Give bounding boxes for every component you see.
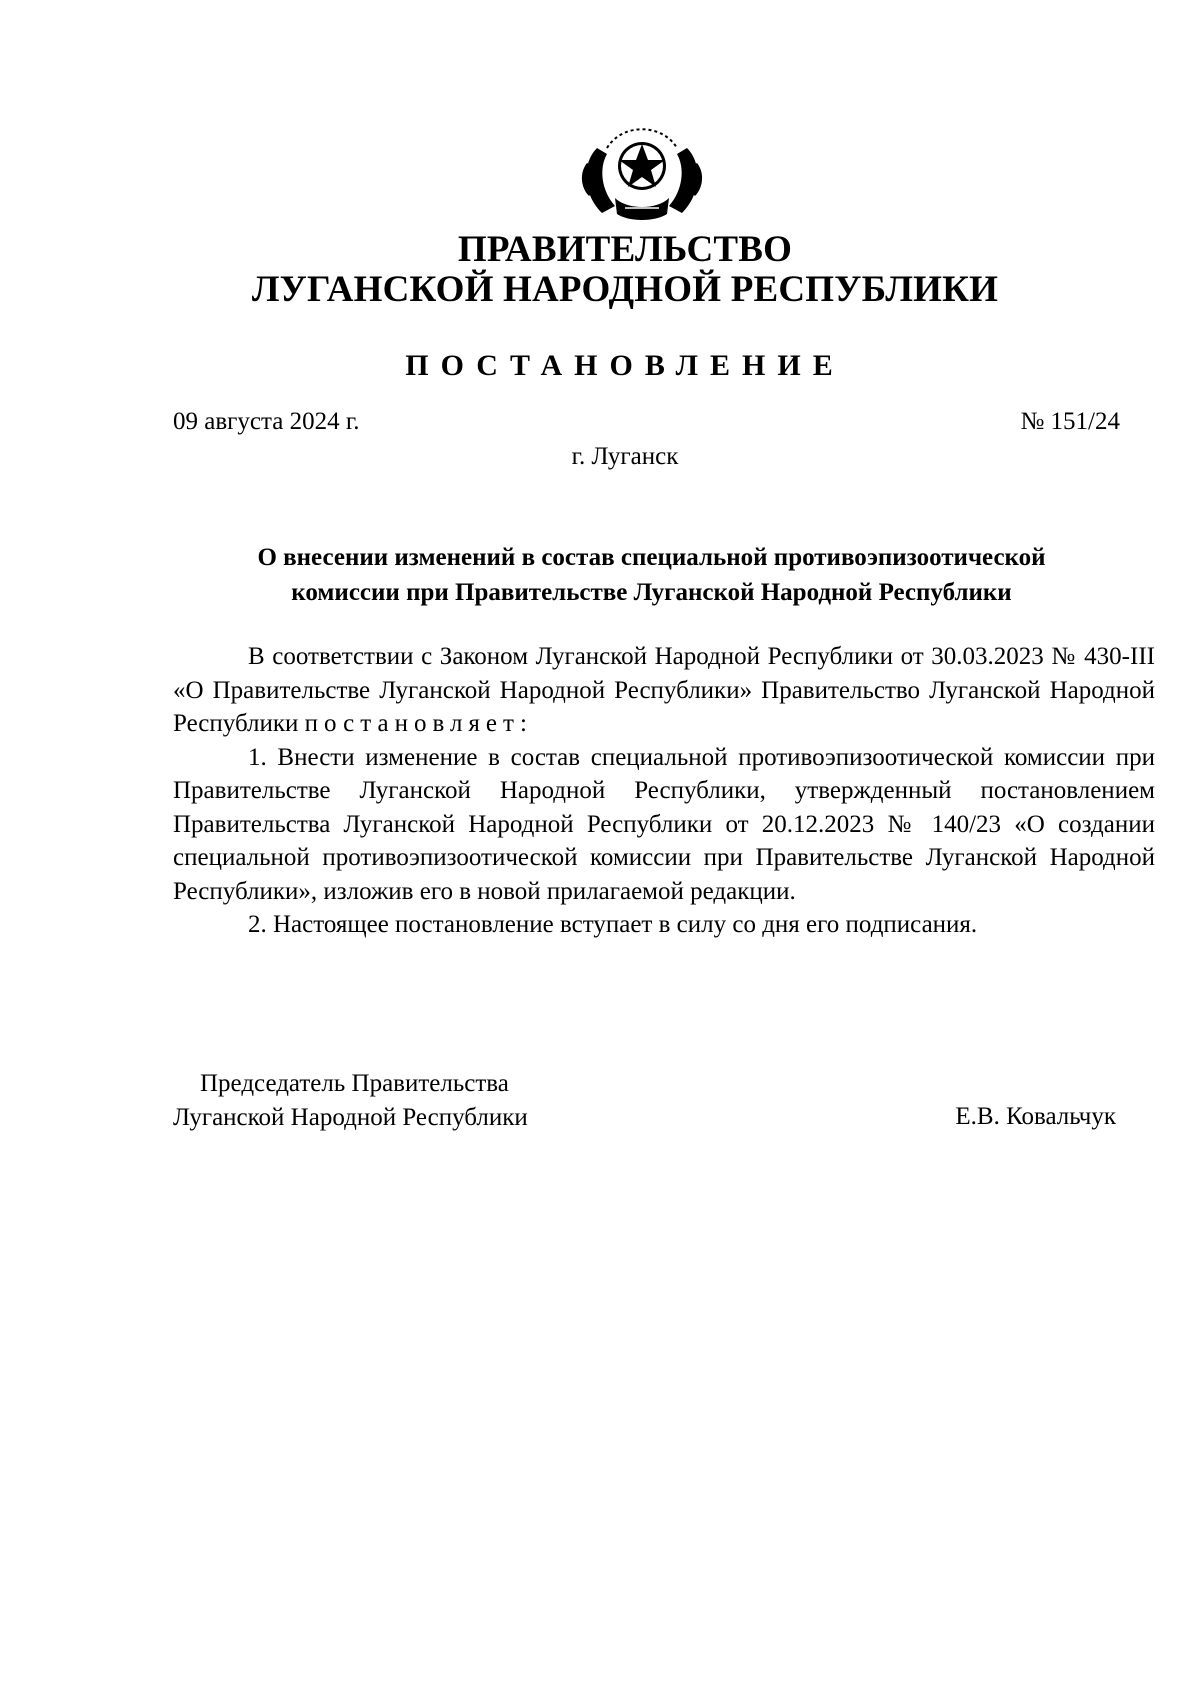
subject-line-1: О внесении изменений в состав специальной противоэпизоотической: [257, 544, 1046, 571]
subject-line-2: комиссии при Правительстве Луганской Народной Республики: [291, 579, 1012, 606]
signatory-title: [173, 1067, 528, 1134]
government-title-line-1: ПРАВИТЕЛЬСТВО: [457, 229, 793, 270]
signatory-title-line-1: Председатель Правительства: [200, 1070, 509, 1097]
document-type: ПОСТАНОВЛЕНИЕ: [405, 349, 845, 382]
signatory-name: Е.В. Ковальчук: [955, 1103, 1116, 1130]
body-paragraph-1: 1. Внести изменение в состав специальной противоэпизоотической комиссии при Правительстве Луганской Народной Республики, утвержденный постановлением Правительства Луганской Народной Республики от 20.12.2023 № 140/23 «О создании специальной противоэпизоотической комиссии при Правительстве Луганской Народной Республики», изложив его в новой прилагаемой редакции.: [173, 743, 1155, 905]
body-paragraph-2: 2. Настоящее постановление вступает в силу со дня его подписания.: [248, 911, 978, 938]
preamble-resolves: постановляет:: [304, 710, 533, 737]
document-subject: [173, 540, 1130, 610]
document-body: [173, 640, 1155, 942]
document-number: № 151/24: [1020, 408, 1120, 435]
government-title-line-2: ЛУГАНСКОЙ НАРОДНОЙ РЕСПУБЛИКИ: [251, 269, 999, 310]
preamble-text: В соответствии с Законом Луганской Народной Республики от 30.03.2023 № 430-III «О Правительстве Луганской Народной Республики» Правительство Луганской Народной Республики: [173, 643, 1155, 737]
lpr-coat-of-arms-icon: [577, 118, 707, 228]
signatory-title-line-2: Луганской Народной Республики: [173, 1103, 528, 1131]
body-paragraph-preamble: [173, 640, 1155, 741]
document-date: 09 августа 2024 г.: [173, 408, 360, 435]
document-city: г. Луганск: [571, 443, 679, 470]
